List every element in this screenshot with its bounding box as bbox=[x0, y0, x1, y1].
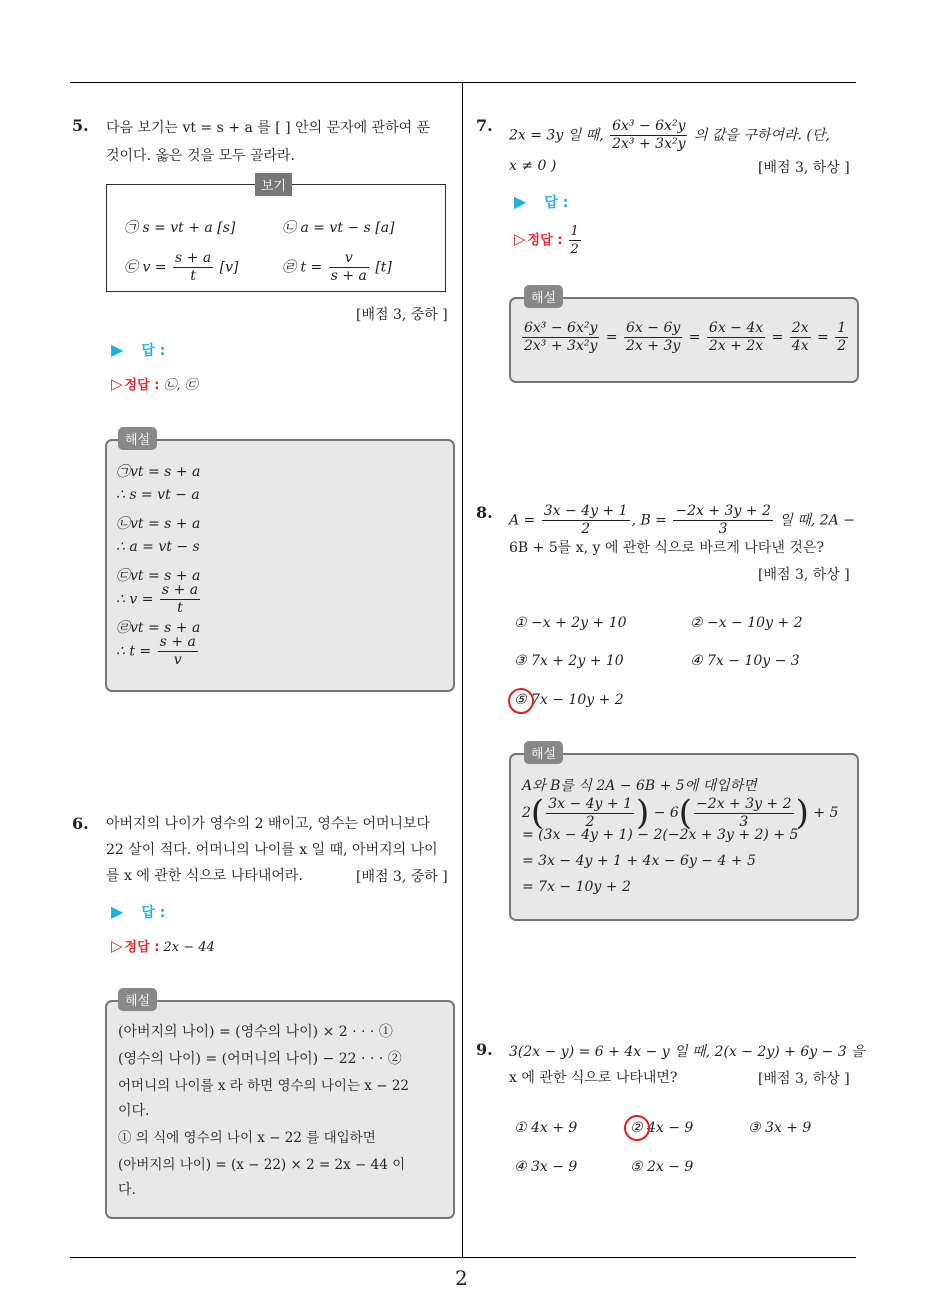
q9-selected-mark bbox=[624, 1115, 650, 1141]
q7-explanation-equation: $\frac{\text{6x³ − 6x²y}}{\text{2x³ + 3x²y}}$ = $\frac{6x - 6y}{2x + 3y}$ = $\frac{6x - 4x}{2x + 2x}$ = $\frac{2x}{4x}$ = $\frac{1}{2}$ bbox=[524, 320, 847, 354]
q8-choice-2[interactable]: ② −x − 10y + 2 bbox=[690, 615, 803, 631]
frac-denominator: v bbox=[173, 652, 182, 668]
q5-example-label: 보기 bbox=[255, 173, 292, 196]
column-divider bbox=[462, 82, 463, 1257]
outline-triangle-icon: ▷ bbox=[514, 230, 526, 248]
bottom-rule bbox=[70, 1257, 856, 1258]
q6-correct-label: 정답 : bbox=[124, 940, 160, 955]
q6-number: 6. bbox=[72, 814, 89, 833]
outline-triangle-icon: ▷ bbox=[111, 375, 123, 393]
frac-denominator: 2x³ + 3x²y bbox=[524, 338, 598, 354]
right-paren: ) bbox=[635, 793, 650, 833]
q8-choice-1[interactable]: ① −x + 2y + 10 bbox=[514, 615, 627, 631]
q7-correct-fraction bbox=[569, 223, 581, 258]
frac-numerator: 1 bbox=[837, 320, 847, 336]
q5-exp-line: ㉠vt = s + a bbox=[116, 464, 201, 480]
q5-explanation-label: 해설 bbox=[118, 427, 157, 450]
q5-correct-label: 정답 : bbox=[124, 378, 160, 393]
q9-choice-2[interactable]: ② 4x − 9 bbox=[630, 1120, 694, 1136]
frac-numerator: v bbox=[329, 250, 369, 268]
frac-denominator: t bbox=[177, 600, 183, 616]
q9-choice-5[interactable]: ⑤ 2x − 9 bbox=[630, 1159, 694, 1175]
q9-number: 9. bbox=[476, 1040, 493, 1059]
frac-numerator: 6x³ − 6x²y bbox=[612, 118, 686, 134]
q6-answer-row[interactable] bbox=[111, 902, 165, 922]
q8-choice-4[interactable]: ④ 7x − 10y − 3 bbox=[690, 653, 800, 669]
q5-option-4-post: [t] bbox=[375, 259, 392, 276]
q6-exp-line: 이다. bbox=[118, 1103, 150, 1119]
q6-exp-line: (아버지의 나이) = (x − 22) × 2 = 2x − 44 이 bbox=[118, 1157, 406, 1173]
q6-exp-line: (아버지의 나이) = (영수의 나이) × 2 · · · ① bbox=[118, 1024, 393, 1040]
frac-denominator: 2 bbox=[581, 521, 591, 537]
q5-number: 5. bbox=[72, 116, 89, 135]
q5-option-2: ㉡ a = vt − s [a] bbox=[282, 220, 395, 236]
q7-question-line1 bbox=[509, 118, 830, 153]
frac-denominator: 4x bbox=[791, 338, 809, 354]
q6-text-line1: 아버지의 나이가 영수의 2 배이고, 영수는 어머니보다 bbox=[106, 816, 431, 832]
frac-numerator: −2x + 3y + 2 bbox=[675, 503, 771, 519]
q5-exp-line: ㉢vt = s + a bbox=[116, 568, 201, 584]
left-paren: ( bbox=[678, 793, 693, 833]
q8-exp-minus6: − 6 bbox=[653, 805, 679, 821]
q9-choice-1[interactable]: ① 4x + 9 bbox=[514, 1120, 578, 1136]
q8-exp-b-fraction bbox=[694, 796, 794, 831]
q6-exp-line: 다. bbox=[118, 1182, 136, 1198]
q5-exp-v-fraction bbox=[160, 582, 200, 617]
q7-number: 7. bbox=[476, 116, 493, 135]
q8-exp-line4: = 3x − 4y + 1 + 4x − 6y − 4 + 5 bbox=[522, 853, 756, 869]
q5-option-3-post: [v] bbox=[219, 259, 239, 276]
frac-numerator: s + a bbox=[161, 582, 199, 598]
q5-exp-line: ∴ s = vt − a bbox=[116, 487, 200, 503]
top-rule bbox=[70, 82, 856, 83]
q5-option-3-pre: ㉢ v = bbox=[124, 259, 167, 276]
q8-text-line2: 6B + 5를 x, y 에 관한 식으로 바르게 나타낸 것은? bbox=[509, 540, 824, 556]
q8-choice-3[interactable]: ③ 7x + 2y + 10 bbox=[514, 653, 624, 669]
q5-answer-label: 답 : bbox=[141, 343, 166, 359]
q5-exp-t-fraction bbox=[158, 634, 198, 669]
q6-text-line3: 를 x 에 관한 식으로 나타내어라. bbox=[106, 868, 303, 884]
frac-numerator: s + a bbox=[175, 250, 212, 266]
q9-text-line2: x 에 관한 식으로 나타내면? bbox=[509, 1070, 678, 1086]
q6-explanation-label: 해설 bbox=[118, 988, 157, 1011]
q8-exp-2-text: 2 bbox=[522, 805, 531, 821]
frac-numerator: 1 bbox=[570, 224, 579, 239]
q8-a-pre: A = bbox=[509, 512, 536, 529]
page-number: 2 bbox=[455, 1266, 468, 1290]
q5-score: [배점 3, 중하 ] bbox=[356, 307, 448, 323]
frac-denominator: t bbox=[190, 268, 196, 284]
q8-exp-line5: = 7x − 10y + 2 bbox=[522, 879, 631, 895]
q8-explanation-label: 해설 bbox=[524, 741, 563, 764]
q6-score: [배점 3, 중하 ] bbox=[356, 869, 448, 885]
q5-exp-line: ㉡vt = s + a bbox=[116, 516, 201, 532]
q9-score: [배점 3, 하상 ] bbox=[758, 1071, 850, 1087]
q8-number: 8. bbox=[476, 503, 493, 522]
frac-denominator: 2 bbox=[570, 242, 579, 257]
q5-exp-t-line bbox=[116, 634, 200, 669]
q5-correct-row bbox=[111, 374, 198, 393]
q7-explanation-label: 해설 bbox=[524, 285, 563, 308]
q8-exp-line3: = (3x − 4y + 1) − 2(−2x + 3y + 2) + 5 bbox=[522, 827, 799, 843]
q5-correct-value: ㉡, ㉢ bbox=[163, 378, 198, 393]
q7-score: [배점 3, 하상 ] bbox=[758, 160, 850, 176]
q9-choice-4[interactable]: ④ 3x − 9 bbox=[514, 1159, 578, 1175]
q6-exp-line: (영수의 나이) = (어머니의 나이) − 22 · · · ② bbox=[118, 1051, 402, 1067]
q5-exp-v-line bbox=[116, 582, 202, 617]
q6-exp-line: ① 의 식에 영수의 나이 x − 22 를 대입하면 bbox=[118, 1130, 376, 1146]
outline-triangle-icon: ▷ bbox=[111, 937, 123, 955]
q5-exp-t-pre: ∴ t = bbox=[116, 643, 152, 660]
frac-numerator: 3x − 4y + 1 bbox=[543, 503, 628, 519]
q6-correct-value: 2x − 44 bbox=[163, 940, 215, 955]
q5-option-4 bbox=[282, 250, 392, 285]
frac-numerator: −2x + 3y + 2 bbox=[696, 795, 792, 812]
left-paren: ( bbox=[530, 793, 545, 833]
q6-correct-row bbox=[111, 936, 215, 955]
q5-option-4-fraction bbox=[329, 250, 369, 285]
q7-answer-row[interactable] bbox=[514, 192, 568, 212]
q8-choice-5[interactable]: ⑤ 7x − 10y + 2 bbox=[514, 692, 624, 708]
frac-denominator: 2x³ + 3x²y bbox=[612, 136, 686, 152]
q7-pre: 2x = 3y 일 때, bbox=[509, 127, 604, 144]
q7-exp-fraction bbox=[790, 320, 811, 355]
q6-text-line2: 22 살이 적다. 어머니의 나이를 x 일 때, 아버지의 나이 bbox=[106, 842, 438, 858]
q7-expression-fraction bbox=[610, 118, 687, 153]
q5-text-line2: 것이다. 옳은 것을 모두 골라라. bbox=[106, 148, 295, 164]
q5-option-4-pre: ㉣ t = bbox=[282, 259, 323, 276]
q5-option-1: ㉠ s = vt + a [s] bbox=[124, 220, 236, 236]
q8-post: 일 때, 2A − bbox=[779, 512, 855, 529]
frac-denominator: 3 bbox=[739, 813, 749, 830]
frac-numerator: s + a bbox=[159, 634, 196, 650]
q5-exp-line: ㉣vt = s + a bbox=[116, 620, 201, 636]
q6-answer-label: 답 : bbox=[141, 905, 166, 921]
q5-exp-line: ∴ a = vt − s bbox=[116, 539, 200, 555]
q5-option-3-fraction bbox=[173, 250, 213, 285]
q8-score: [배점 3, 하상 ] bbox=[758, 567, 850, 583]
frac-denominator: 2 bbox=[585, 813, 595, 830]
play-icon: ▶ bbox=[111, 340, 124, 359]
q7-correct-row bbox=[514, 223, 583, 258]
frac-numerator: 2x bbox=[791, 320, 809, 336]
frac-denominator: 2x + 2x bbox=[708, 338, 764, 354]
frac-denominator: s + a bbox=[330, 268, 367, 284]
frac-numerator: 6x³ − 6x²y bbox=[524, 320, 598, 336]
q8-exp-plus5: + 5 bbox=[813, 805, 839, 821]
q6-exp-line: 어머니의 나이를 x 라 하면 영수의 나이는 x − 22 bbox=[118, 1078, 409, 1094]
q7-text-line2: x ≠ 0 ) bbox=[509, 158, 557, 174]
frac-numerator: 3x − 4y + 1 bbox=[548, 795, 632, 812]
q5-answer-row[interactable] bbox=[111, 340, 165, 360]
frac-numerator: 6x − 6y bbox=[626, 320, 681, 336]
q8-selected-mark bbox=[508, 688, 534, 714]
play-icon: ▶ bbox=[111, 902, 124, 921]
q7-post: 의 값을 구하여라. (단, bbox=[693, 127, 830, 144]
q5-option-3 bbox=[124, 250, 238, 285]
frac-denominator: 2x + 3y bbox=[626, 338, 681, 354]
right-paren: ) bbox=[795, 793, 809, 833]
q7-correct-label: 정답 : bbox=[527, 233, 563, 248]
q8-b-pre: , B = bbox=[631, 512, 667, 529]
q8-exp-a-fraction bbox=[546, 796, 634, 831]
q7-answer-label: 답 : bbox=[544, 195, 569, 211]
q8-exp-line1: A와 B를 식 2A − 6B + 5에 대입하면 bbox=[522, 778, 757, 794]
q7-exp-fraction bbox=[835, 320, 848, 355]
frac-numerator: 6x − 4x bbox=[708, 320, 764, 336]
q5-text-line1: 다음 보기는 vt = s + a 를 [ ] 안의 문자에 관하여 푼 bbox=[106, 120, 431, 136]
play-icon: ▶ bbox=[514, 192, 527, 211]
frac-denominator: 3 bbox=[718, 521, 728, 537]
q9-text-line1: 3(2x − y) = 6 + 4x − y 일 때, 2(x − 2y) + 6y − 3 을 bbox=[509, 1044, 865, 1060]
q9-choice-3[interactable]: ③ 3x + 9 bbox=[748, 1120, 812, 1136]
q7-exp-fraction bbox=[624, 320, 682, 355]
q7-exp-fraction bbox=[522, 320, 599, 355]
q5-exp-v-pre: ∴ v = bbox=[116, 591, 154, 608]
frac-denominator: 2 bbox=[837, 338, 847, 354]
q7-exp-fraction bbox=[707, 320, 765, 355]
